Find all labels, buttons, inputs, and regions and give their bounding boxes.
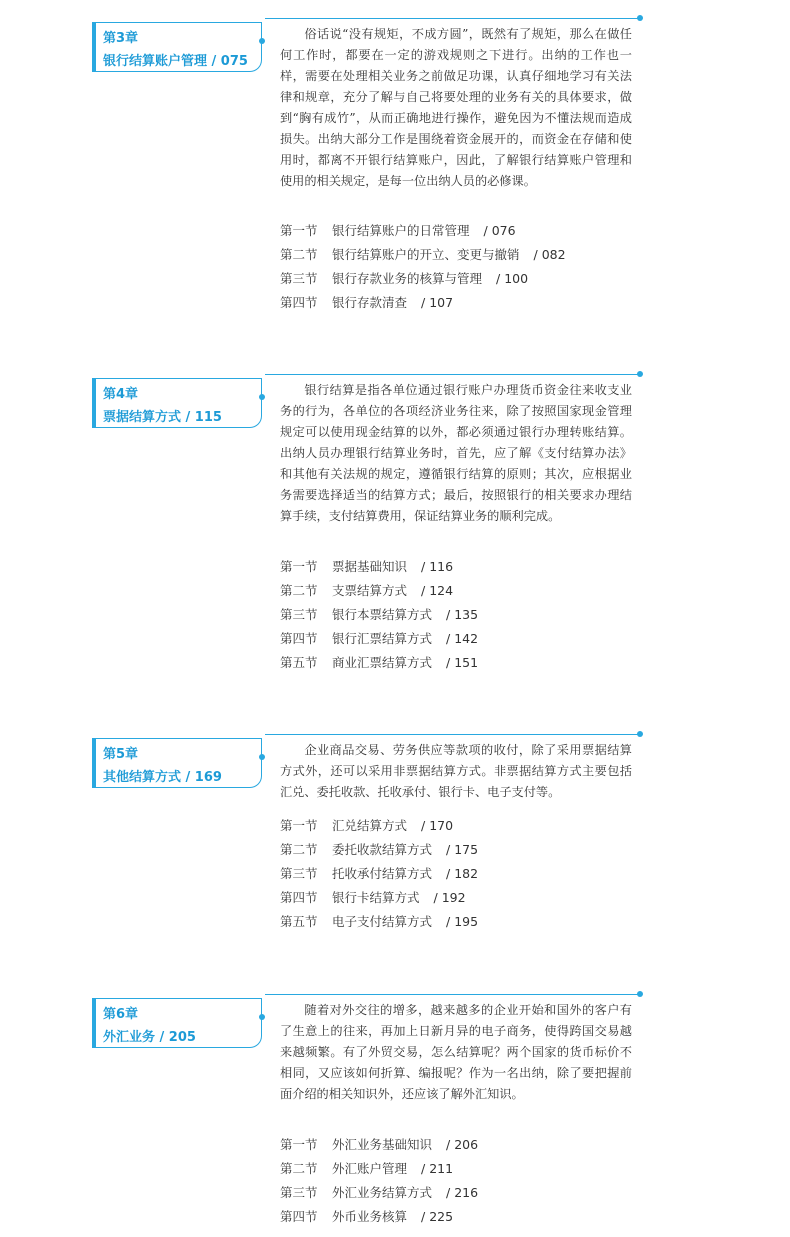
section-page: / 100 (496, 271, 529, 286)
section-entry[interactable] (280, 557, 640, 581)
section-entry[interactable] (280, 605, 640, 629)
section-page: / 175 (446, 842, 479, 857)
section-title: 外汇账户管理 (332, 1161, 408, 1176)
section-number: 第五节 (280, 914, 318, 929)
chapter-title: 银行结算账户管理 / 075 (103, 54, 248, 69)
section-number: 第四节 (280, 890, 318, 905)
section-entry[interactable] (280, 1159, 640, 1183)
chapter-heading-box[interactable] (92, 738, 262, 788)
chapter-intro: 企业商品交易、劳务供应等款项的收付，除了采用票据结算方式外，还可以采用非票据结算方式。非票据结算方式主要包括汇兑、委托收款、托收承付、银行卡、电子支付等。 (280, 743, 632, 799)
section-page: / 142 (446, 631, 479, 646)
section-entry[interactable] (280, 581, 640, 605)
chapter-heading-box[interactable] (92, 22, 262, 72)
section-title: 电子支付结算方式 (332, 914, 433, 929)
section-number: 第三节 (280, 607, 318, 622)
section-entry[interactable] (280, 221, 640, 245)
section-number: 第五节 (280, 655, 318, 670)
section-page: / 170 (421, 818, 454, 833)
chapter-intro: 随着对外交往的增多，越来越多的企业开始和国外的客户有了生意上的往来，再加上日新月异的电子商务，使得跨国交易越来越频繁。有了外贸交易，怎么结算呢？两个国家的货币标价不相同，又应该如何折算、编报呢？作为一名出纳，除了要把握前面介绍的相关知识外，还应该了解外汇知识。 (280, 1003, 632, 1101)
section-number: 第三节 (280, 866, 318, 881)
section-entry[interactable] (280, 653, 640, 677)
section-page: / 076 (483, 223, 516, 238)
section-title: 票据基础知识 (332, 559, 408, 574)
section-title: 外汇业务基础知识 (332, 1137, 433, 1152)
section-page: / 195 (446, 914, 479, 929)
chapter-divider-line (265, 374, 640, 375)
chapter-title: 外汇业务 / 205 (103, 1030, 196, 1045)
section-page: / 107 (421, 295, 454, 310)
chapter-heading-box[interactable] (92, 998, 262, 1048)
section-title: 银行本票结算方式 (332, 607, 433, 622)
chapter-number: 第6章 (103, 1007, 139, 1022)
chapter-intro: 银行结算是指各单位通过银行账户办理货币资金往来收支业务的行为，各单位的各项经济业务往来，除了按照国家现金管理规定可以使用现金结算的以外，都必须通过银行办理转账结算。出纳人员办理银行结算业务时，首先，应了解《支付结算办法》和其他有关法规的规定，遵循银行结算的原则；其次，应根据业务需要选择适当的结算方式；最后，按照银行的相关要求办理结算手续，支付结算费用，保证结算业务的顺利完成。 (280, 383, 632, 523)
section-page: / 182 (446, 866, 479, 881)
section-list (280, 816, 640, 936)
section-number: 第四节 (280, 1209, 318, 1224)
section-title: 托收承付结算方式 (332, 866, 433, 881)
section-title: 银行卡结算方式 (332, 890, 420, 905)
section-page: / 206 (446, 1137, 479, 1152)
chapter-title: 其他结算方式 / 169 (103, 770, 222, 785)
section-title: 外币业务核算 (332, 1209, 408, 1224)
section-entry[interactable] (280, 629, 640, 653)
section-title: 银行存款业务的核算与管理 (332, 271, 483, 286)
section-page: / 211 (421, 1161, 454, 1176)
section-entry[interactable] (280, 840, 640, 864)
section-title: 银行存款清查 (332, 295, 408, 310)
section-page: / 116 (421, 559, 454, 574)
section-number: 第一节 (280, 559, 318, 574)
section-list (280, 221, 640, 317)
section-page: / 124 (421, 583, 454, 598)
section-number: 第三节 (280, 1185, 318, 1200)
section-number: 第一节 (280, 223, 318, 238)
section-number: 第一节 (280, 818, 318, 833)
chapter-heading-box[interactable] (92, 378, 262, 428)
section-title: 银行结算账户的开立、变更与撤销 (332, 247, 520, 262)
section-entry[interactable] (280, 1135, 640, 1159)
section-entry[interactable] (280, 888, 640, 912)
chapter-number: 第5章 (103, 747, 139, 762)
section-page: / 082 (533, 247, 566, 262)
chapter-divider-line (265, 734, 640, 735)
section-page: / 135 (446, 607, 479, 622)
section-title: 银行汇票结算方式 (332, 631, 433, 646)
section-entry[interactable] (280, 1183, 640, 1207)
section-number: 第一节 (280, 1137, 318, 1152)
section-number: 第二节 (280, 1161, 318, 1176)
section-number: 第四节 (280, 295, 318, 310)
section-entry[interactable] (280, 293, 640, 317)
section-page: / 225 (421, 1209, 454, 1224)
section-title: 支票结算方式 (332, 583, 408, 598)
section-title: 银行结算账户的日常管理 (332, 223, 470, 238)
section-page: / 216 (446, 1185, 479, 1200)
chapter-number: 第3章 (103, 31, 139, 46)
section-list (280, 1135, 640, 1231)
section-number: 第四节 (280, 631, 318, 646)
section-title: 汇兑结算方式 (332, 818, 408, 833)
section-list (280, 557, 640, 677)
section-number: 第三节 (280, 271, 318, 286)
section-title: 外汇业务结算方式 (332, 1185, 433, 1200)
section-title: 委托收款结算方式 (332, 842, 433, 857)
section-page: / 151 (446, 655, 479, 670)
section-entry[interactable] (280, 816, 640, 840)
chapter-divider-line (265, 994, 640, 995)
section-number: 第二节 (280, 842, 318, 857)
section-number: 第二节 (280, 583, 318, 598)
section-number: 第二节 (280, 247, 318, 262)
chapter-intro: 俗话说“没有规矩，不成方圆”，既然有了规矩，那么在做任何工作时，都要在一定的游戏规则之下进行。出纳的工作也一样，需要在处理相关业务之前做足功课，认真仔细地学习有关法律和规章，充分了解与自己将要处理的业务有关的具体要求，做到“胸有成竹”，从而正确地进行操作，避免因为不懂法规而造成损失。出纳大部分工作是围绕着资金展开的，而资金在存储和使用时，都离不开银行结算账户，因此，了解银行结算账户管理和使用的相关规定，是每一位出纳人员的必修课。 (280, 27, 632, 188)
section-title: 商业汇票结算方式 (332, 655, 433, 670)
section-page: / 192 (433, 890, 466, 905)
section-entry[interactable] (280, 269, 640, 293)
section-entry[interactable] (280, 912, 640, 936)
chapter-title: 票据结算方式 / 115 (103, 410, 222, 425)
section-entry[interactable] (280, 1207, 640, 1231)
section-entry[interactable] (280, 245, 640, 269)
chapter-divider-line (265, 18, 640, 19)
chapter-number: 第4章 (103, 387, 139, 402)
section-entry[interactable] (280, 864, 640, 888)
